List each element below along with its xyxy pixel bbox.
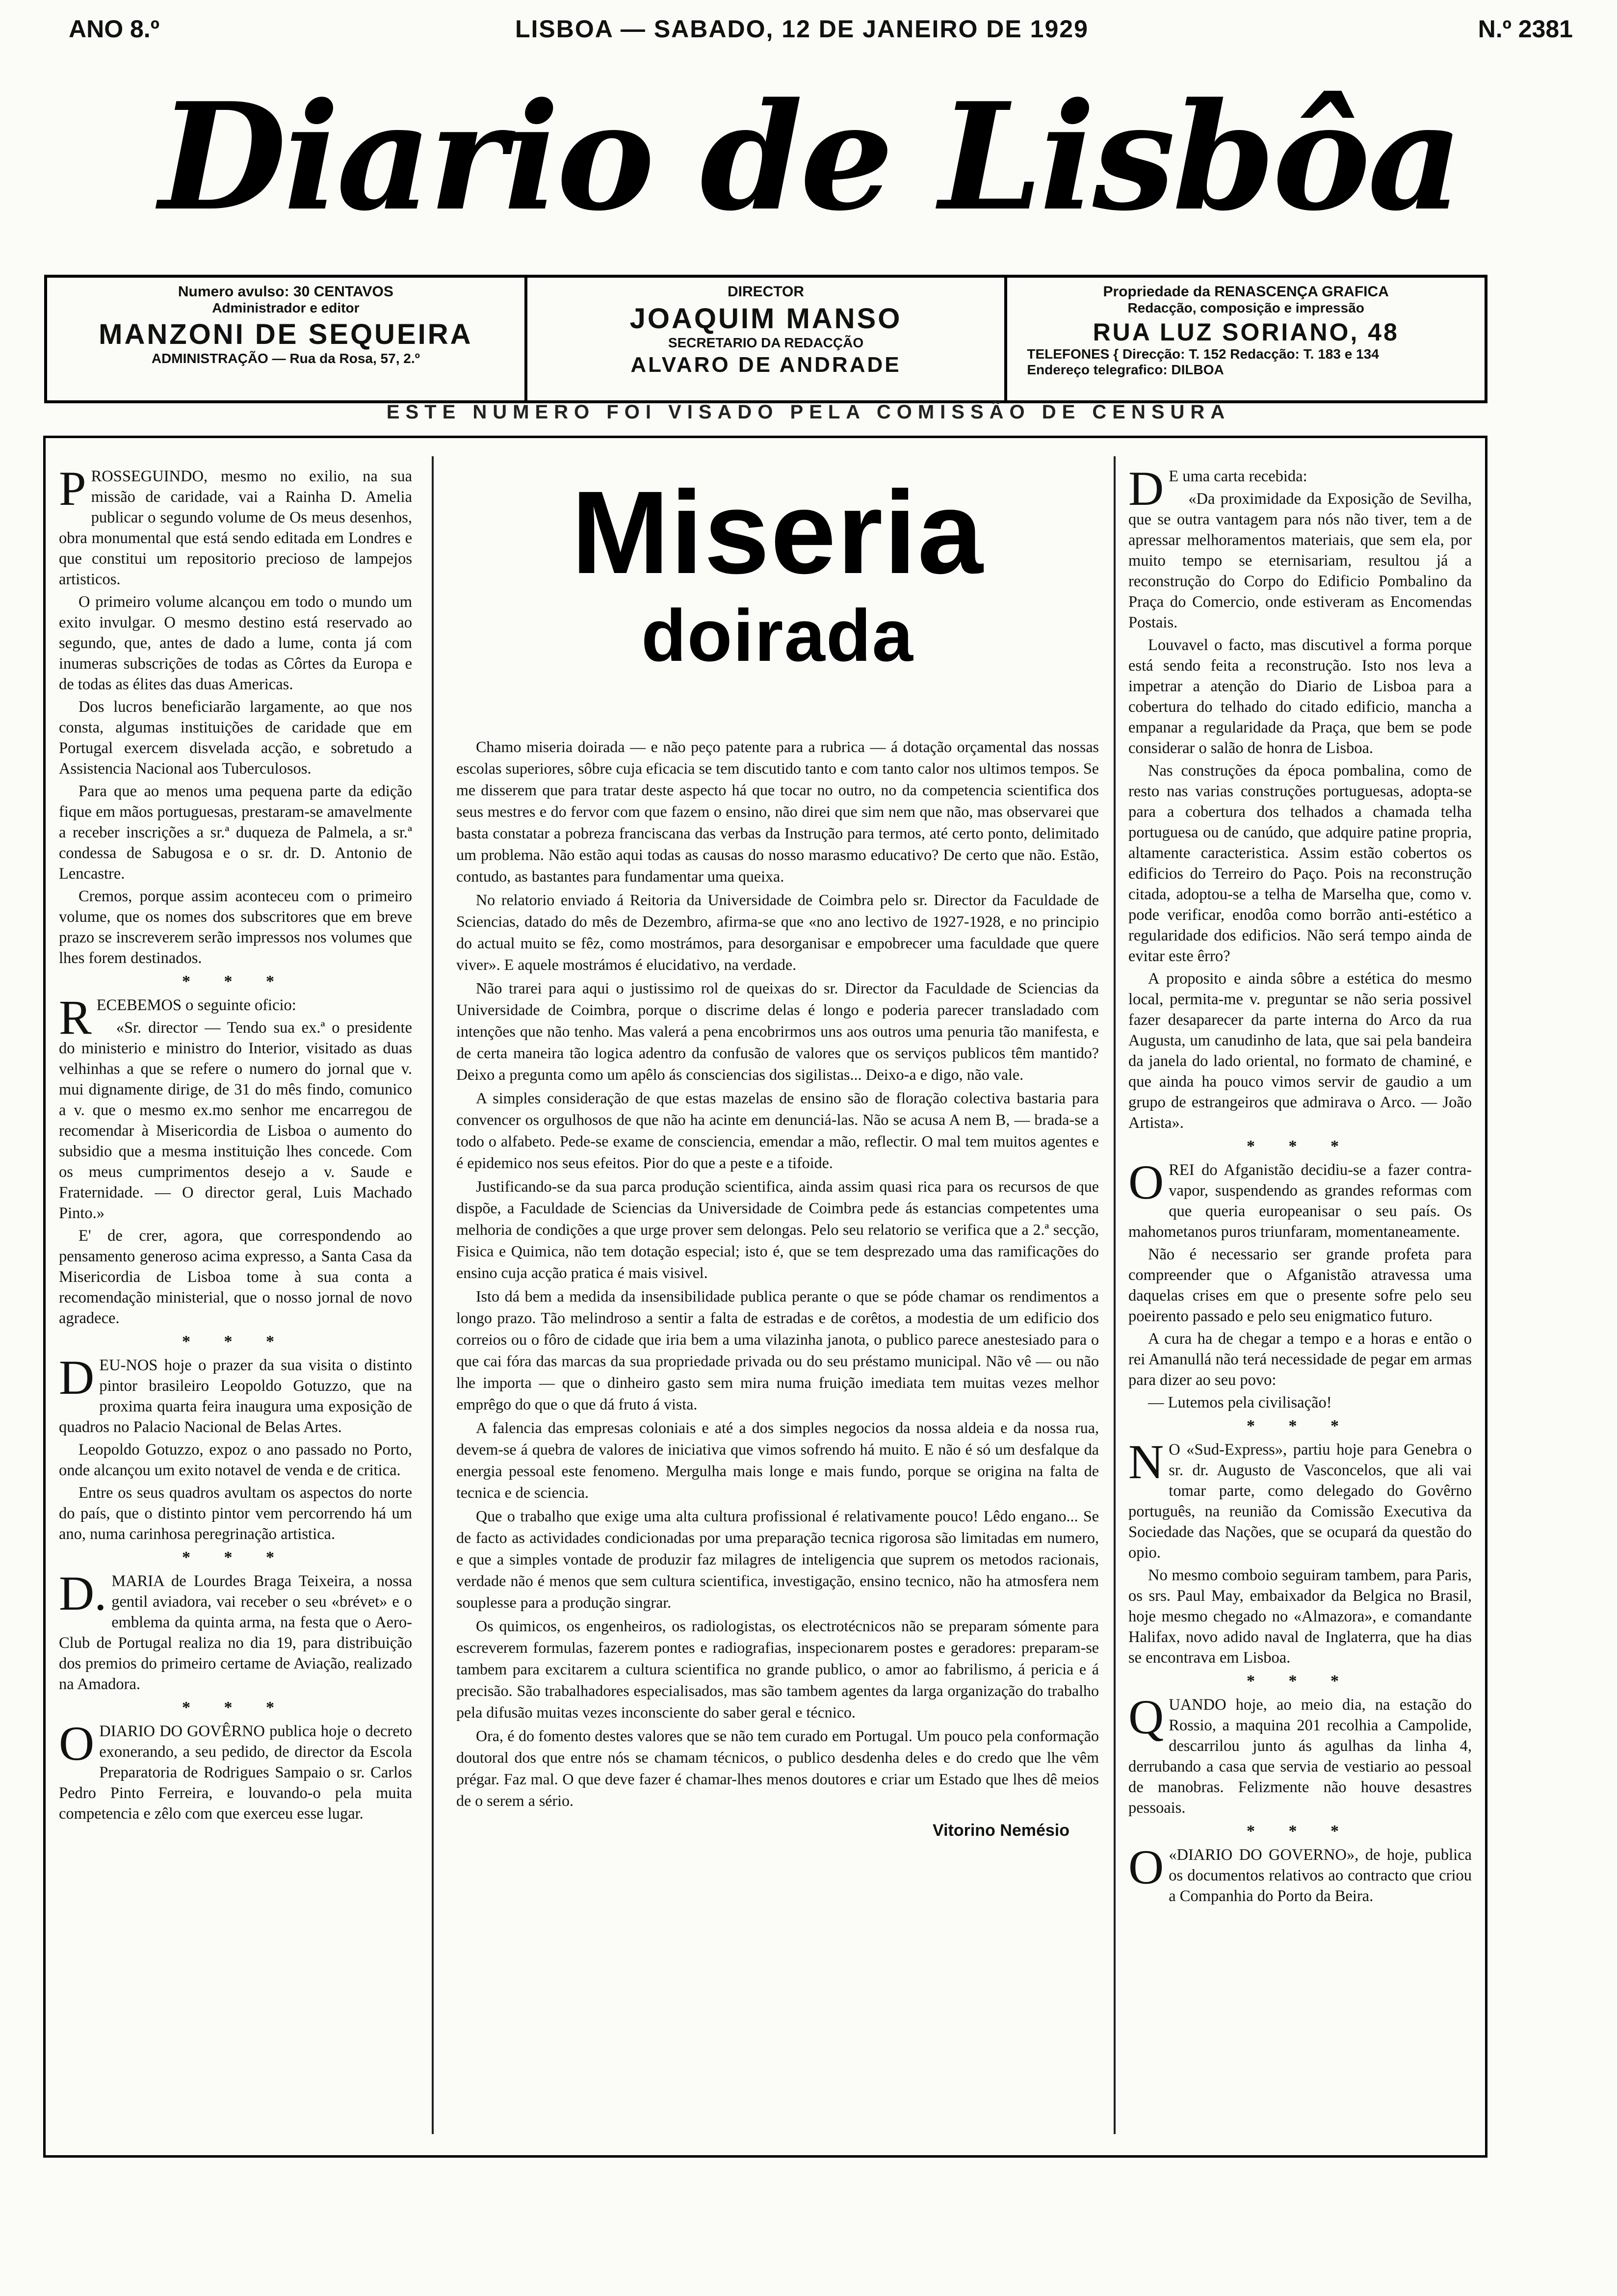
article-paragraph: Louvavel o facto, mas discutivel a forma porque está sendo feita a reconstrução. Isto nos leva a impetrar a atenção do Diario de Lisboa para a cobertura do telhado do citado edificio, mancha a empanar a regularidade da Praça, que bem se pode considerar o salão de honra de Lisboa.: [1128, 636, 1472, 757]
info-box-property: [1004, 278, 1485, 400]
masthead: [147, 54, 1472, 260]
phones-line: TELEFONES { Direcção: T. 152 Redacção: T. 183 e 134: [1027, 346, 1379, 362]
info-bar: [44, 275, 1487, 403]
director-label: DIRECTOR: [727, 284, 805, 300]
info-box-direction: [524, 278, 1005, 400]
column-rule-left: [432, 456, 434, 2134]
article-paragraph: No relatorio enviado á Reitoria da Universidade de Coimbra pelo sr. Director da Faculdade de Sciencias, datado do mês de Dezembro, afirma-se que «no ano lectivo de 1927-1928, e no principio do actual muito se fêz, como mostrámos, para desorganisar e empobrecer uma faculdade que quere viver». E aquele mostrámos é elucidativo, na verdade.: [456, 891, 1099, 973]
article-paragraph: Nas construções da época pombalina, como de resto nas varias construções portuguesas, adopta-se para a cobertura dos telhados a chamada telha portuguesa ou de canúdo, que adquire patine propria, altamente caracteristica. Assim estão cobertos os edificios do Terreiro do Paço. Pois na reconstrução citada, adoptou-se a telha de Marselha que, como v. pode verificar, enodôa como borrão anti-estético a regularidade dos edificios. Não será tempo ainda de evitar este êrro?: [1128, 762, 1472, 965]
article-paragraph: Isto dá bem a medida da insensibilidade publica perante o que se póde chamar os rendimentos a longo prazo. Tão melindroso a sentir a falta de estradas e de corêtos, a modestia de um edificio dos correios ou o fôro de cidade que iria bem a uma vilazinha janota, o publico parece anestesiado para o que cai fóra das marcas da sua propriedade privada ou do seu préstamo municipal. Não vê — ou não lhe importa — que o dinheiro gasto sem mira numa fruição imediata tem muitas vezes melhor emprêgo do que o que dá fruto á vista.: [456, 1287, 1099, 1413]
volume-year: ANO 8.º: [69, 15, 159, 43]
drop-cap: O: [59, 1716, 95, 1771]
article-paragraph: Cremos, porque assim aconteceu com o primeiro volume, que os nomes dos subscritores que em breve prazo se inscreverem serão impressos nos volumes que lhes forem destinados.: [59, 887, 412, 967]
author-signature: Vitorino Nemésio: [933, 1821, 1069, 1840]
article-paragraph: E' de crer, agora, que correspondendo ao pensamento generoso acima expresso, a Santa Casa da Misericordia de Lisboa tome à sua conta a recomendação ministerial, que o nosso jornal de novo agradece.: [59, 1227, 412, 1327]
article-paragraph: Não é necessario ser grande profeta para compreender que o Afganistão atravessa uma daquelas crises em que o presente sofre pelo seu poeirento passado e pelo seu enigmatico futuro.: [1128, 1246, 1472, 1325]
article-paragraph: Chamo miseria doirada — e não peço patente para a rubrica — á dotação orçamental das nossas escolas superiores, sôbre cuja eficacia se tem discutido tanto e com tanto calor nos ultimos tempos. Se me disserem que para tratar deste aspecto há que tocar no outro, no da competencia scientifica dos seus mestres e do fervor com que fazem o ensino, não direi que sim nem que não, mas observarei que basta constatar a pobreza franciscana das verbas da Instrução para termos, até certo ponto, delimitado um problema. Não estão aqui todas as causas do nosso marasmo educativo? De certo que não. Estão, contudo, as bastantes para fundamentar uma queixa.: [456, 738, 1099, 885]
article-paragraph: Entre os seus quadros avultam os aspectos do norte do país, que o distinto pintor vem percorrendo há um ano, numa carinhosa peregrinação artistica.: [59, 1484, 412, 1543]
article-paragraph: Justificando-se da sua parca produção scientifica, ainda assim quasi rica para os recursos de que dispõe, a Faculdade de Sciencias da Universidade de Coimbra pede ás estancias competentes uma melhoria de condições a que urge prover sem delongas. Pelo seu relatorio se verifica que a 2.ª secção, Fisica e Quimica, não tem dotação especial; isto é, que se tem desprezado uma das ramificações do ensino cuja acção pratica é mais visivel.: [456, 1177, 1099, 1281]
editor-label: Administrador e editor: [212, 300, 360, 315]
headline-main: Miseria: [571, 467, 984, 598]
telegraph-line: Endereço telegrafico: DILBOA: [1027, 362, 1224, 377]
article-paragraph: Que o trabalho que exige uma alta cultura profissional é relativamente pouco! Lêdo engano... Se de facto as actividades condicionadas por uma preparação tecnica rigorosa são limitadas em numero, e que a simples vontade de produzir faz milagres de inteligencia que suprem os metodos racionais, verdade não é menos que sem cultura scientifica, investigação, ensino tecnico, não ha atmosfera nem souplesse para a produção singrar.: [456, 1507, 1099, 1611]
article-paragraph: «Da proximidade da Exposição de Sevilha, que se outra vantagem para nós não tiver, tem a de apressar melhoramentos materiais, que sem ela, por muito tempo se eternisariam, resultou já a reconstrução do Corpo do Edificio Pombalino da Praça do Comercio, onde estiveram as Encomendas Postais.: [1128, 490, 1472, 631]
headline-sub: doirada: [641, 594, 914, 677]
article-paragraph: A cura ha de chegar a tempo e a horas e então o rei Amanullá não terá necessidade de pegar em armas para dizer ao seu povo:: [1128, 1330, 1472, 1389]
censorship-note: ESTE NUMERO FOI VISADO PELA COMISSÃO DE CENSURA: [386, 401, 1231, 423]
masthead-title: Diario de Lisbôa: [158, 70, 1461, 243]
section-divider: * * *: [182, 1332, 289, 1351]
article-paragraph: No mesmo comboio seguiram tambem, para Paris, os srs. Paul May, embaixador da Belgica no Brasil, hoje mesmo chegado no «Almazora», e comandante Halifax, novo adido naval de Inglaterra, que ha dias se encontrava em Lisboa.: [1128, 1566, 1472, 1667]
article-paragraph: OREI do Afganistão decidiu-se a fazer contra-vapor, suspendendo as grandes reformas com que queria europeanisar o seu país. Os mahometanos puros triunfaram, momentaneamente.: [1128, 1155, 1472, 1241]
drop-cap: D: [1128, 461, 1164, 516]
address-line: RUA LUZ SORIANO, 48: [1093, 318, 1399, 346]
article-paragraph: Ora, é do fomento destes valores que se não tem curado em Portugal. Um pouco pela conformação doutoral dos que entre nós se chamam técnicos, o publico desdenha deles e do credo que lhe vêm prégar. Faz mal. O que deve fazer é chamar-lhes menos doutores e criar um Estado que lhes dê meios de o serem a sério.: [456, 1727, 1099, 1809]
info-box-administration: [47, 278, 524, 400]
drop-cap: P: [59, 461, 86, 516]
article-paragraph: A falencia das empresas coloniais e até a dos simples negocios da nossa aldeia e da nossa rua, devem-se á quebra de valores de iniciativa que vimos sofrendo há muito. E não é só um desfalque da energia pessoal este fenomeno. Mergulha mais longe e mais fundo, porque se origina na falta de tecnica e de sciencia.: [456, 1419, 1099, 1501]
drop-cap: O: [1128, 1840, 1164, 1894]
section-divider: * * *: [1247, 1672, 1354, 1690]
drop-cap: O: [1128, 1155, 1164, 1209]
secretary-name: ALVARO DE ANDRADE: [630, 353, 901, 377]
article-paragraph: Dos lucros beneficiarão largamente, ao que nos consta, algumas instituições de caridade que em Portugal exercem disvelada acção, e sobretudo a Assistencia Nacional aos Tuberculosos.: [59, 698, 412, 778]
drop-cap: D.: [59, 1566, 107, 1620]
article-paragraph: Não trarei para aqui o justissimo rol de queixas do sr. Director da Faculdade de Sciencias da Universidade de Coimbra, porque o discrime delas é longo e poderia parecer transladado com intenções que não tenho. Mas valerá a pena encobrirmos uns aos outros uma penuria tão manifesta, e de certa maneira tão logica adentro da confusão de valores que os serviços publicos têm mantido? Deixo a pregunta como um apêlo ás consciencias dos sigilistas... Deixo-a e digo, não vale.: [456, 979, 1099, 1083]
services-line: Redacção, composição e impressão: [1127, 300, 1364, 315]
section-divider: * * *: [1247, 1137, 1354, 1155]
article-paragraph: ODIARIO DO GOVÊRNO publica hoje o decreto exonerando, a seu pedido, de director da Escola Preparatoria de Rodrigues Sampaio o sr. Carlos Pedro Pinto Ferreira, e louvando-o pela muita competencia e zêlo com que exerceu esse lugar.: [59, 1716, 412, 1823]
left-column: [59, 461, 412, 1826]
section-divider: * * *: [182, 972, 289, 991]
column-rule-right: [1114, 456, 1116, 2134]
article-paragraph: «Sr. director — Tendo sua ex.ª o presidente do ministerio e ministro do Interior, visitado as duas velhinhas a que se refere o numero do jornal que v. mui dignamente dirige, de 31 do mês findo, comunico a v. que o mesmo ex.mo senhor me encarregou de recomendar à Misericordia de Lisboa o aumento do subsidio que a mesma instituição lhes concede. Com os meus cumprimentos desejo a v. Saude e Fraternidade. — O director geral, Luis Machado Pinto.»: [59, 1019, 412, 1222]
section-divider: * * *: [1247, 1822, 1354, 1840]
issue-date: LISBOA — SABADO, 12 DE JANEIRO DE 1929: [515, 15, 1089, 43]
owner-line: Propriedade da RENASCENÇA GRAFICA: [1103, 284, 1389, 300]
drop-cap: Q: [1128, 1690, 1164, 1744]
article-paragraph: D E uma carta recebida:: [1128, 461, 1307, 516]
article-paragraph: — Lutemos pela civilisação!: [1148, 1394, 1332, 1411]
article-paragraph: A proposito e ainda sôbre a estética do mesmo local, permita-me v. preguntar se não seria possivel fazer desaparecer da parte interna do Arco da rua Augusta, um canudinho de lata, que sai pela bandeira da janela do lado oriental, no formato de chaminé, e que ainda ha pouco vimos servir de gaudio a um grupo de estrangeiros que admirava o Arco. — João Artista».: [1128, 970, 1472, 1132]
article-paragraph: Os quimicos, os engenheiros, os radiologistas, os electrotécnicos não se preparam sómente para escreverem formulas, fazerem pontes e radiografias, inspecionarem postes e geradores: preparam-se tambem para excitarem a cultura scientifica no grande publico, o amor ao fabrilismo, á pericia e á precisão. São trabalhadores especialisados, mas são tambem agentes da larga organização do trabalho pela difusão muitas vezes inconsciente do saber geral e técnico.: [456, 1617, 1099, 1721]
administration-address: ADMINISTRAÇÃO — Rua da Rosa, 57, 2.º: [151, 351, 420, 366]
section-divider: * * *: [1247, 1417, 1354, 1435]
article-paragraph: Para que ao menos uma pequena parte da edição fique em mãos portuguesas, prestaram-se amavelmente a receber inscrições a sr.ª duqueza de Palmela, a sr.ª condessa de Sabugosa e o sr. dr. D. Antonio de Lencastre.: [59, 783, 412, 883]
article-paragraph: RECEBEMOS o seguinte oficio:: [59, 990, 296, 1044]
article-paragraph: N O «Sud-Express», partiu hoje para Genebra o sr. dr. Augusto de Vasconcelos, que ali vai tomar parte, como delegado do Govêrno português, na reunião da Comissão Executiva da Sociedade das Nações, que se ocupará da questão do opio.: [1128, 1435, 1472, 1562]
article-paragraph: QUANDO hoje, ao meio dia, na estação do Rossio, a maquina 201 recolhia a Campolide, descarrilou junto ás agulhas da linha 4, derrubando a casa que servia de vestiario ao pessoal de manobras. Felizmente não houve desastres pessoais.: [1128, 1690, 1472, 1817]
article-paragraph: D. MARIA de Lourdes Braga Teixeira, a nossa gentil aviadora, vai receber o seu «brévet» e o emblema da quinta arma, na festa que o Aero-Club de Portugal realiza no dia 19, para distribuição dos premios do primeiro certame de Aviação, realizado na Amadora.: [59, 1566, 412, 1693]
article-paragraph: DEU-NOS hoje o prazer da sua visita o distinto pintor brasileiro Leopoldo Gotuzzo, que na proxima quarta feira inaugura uma exposição de quadros no Palacio Nacional de Belas Artes.: [59, 1350, 412, 1436]
drop-cap: R: [59, 990, 92, 1044]
article-paragraph: O «DIARIO DO GOVERNO», de hoje, publica os documentos relativos ao contracto que criou a Companhia do Porto da Beira.: [1128, 1840, 1472, 1905]
article-paragraph: O primeiro volume alcançou em todo o mundo um exito invulgar. O mesmo destino está reservado ao segundo, que, antes de dado a lume, conta já com inumeras subscrições de todas as Côrtes da Europa e de todas as élites das duas Americas.: [59, 593, 412, 693]
editor-name: MANZONI DE SEQUEIRA: [99, 318, 473, 350]
right-column: [1128, 461, 1472, 1908]
secretary-label: SECRETARIO DA REDACÇÃO: [668, 335, 864, 350]
article-paragraph: Leopoldo Gotuzzo, expoz o ano passado no Porto, onde alcançou um exito notavel de venda e de critica.: [59, 1441, 412, 1479]
drop-cap: N: [1128, 1435, 1164, 1489]
price-line: Numero avulso: 30 CENTAVOS: [178, 284, 393, 300]
section-divider: * * *: [182, 1698, 289, 1717]
drop-cap: D: [59, 1350, 95, 1405]
issue-number: N.º 2381: [1478, 15, 1573, 43]
dateline: [64, 11, 1573, 50]
center-column: [456, 466, 1099, 1841]
section-divider: * * *: [182, 1548, 289, 1566]
article-paragraph: PROSSEGUINDO, mesmo no exilio, na sua missão de caridade, vai a Rainha D. Amelia publicar o segundo volume de Os meus desenhos, obra monumental que está sendo editada em Londres e que constitui um repositorio precioso de lampejos artisticos.: [59, 461, 412, 588]
article-paragraph: A simples consideração de que estas mazelas de ensino são de floração colectiva bastaria para convencer os orgulhosos de que não ha acinte em denunciá-las. Não se acusa A nem B, — brada-se a todo o alfabeto. Pede-se exame de consciencia, emendar a mão, reflectir. O mal tem muitos agentes e é epidemico nos seus efeitos. Pior do que a peste e a tifoide.: [456, 1089, 1099, 1172]
director-name: JOAQUIM MANSO: [629, 303, 902, 335]
